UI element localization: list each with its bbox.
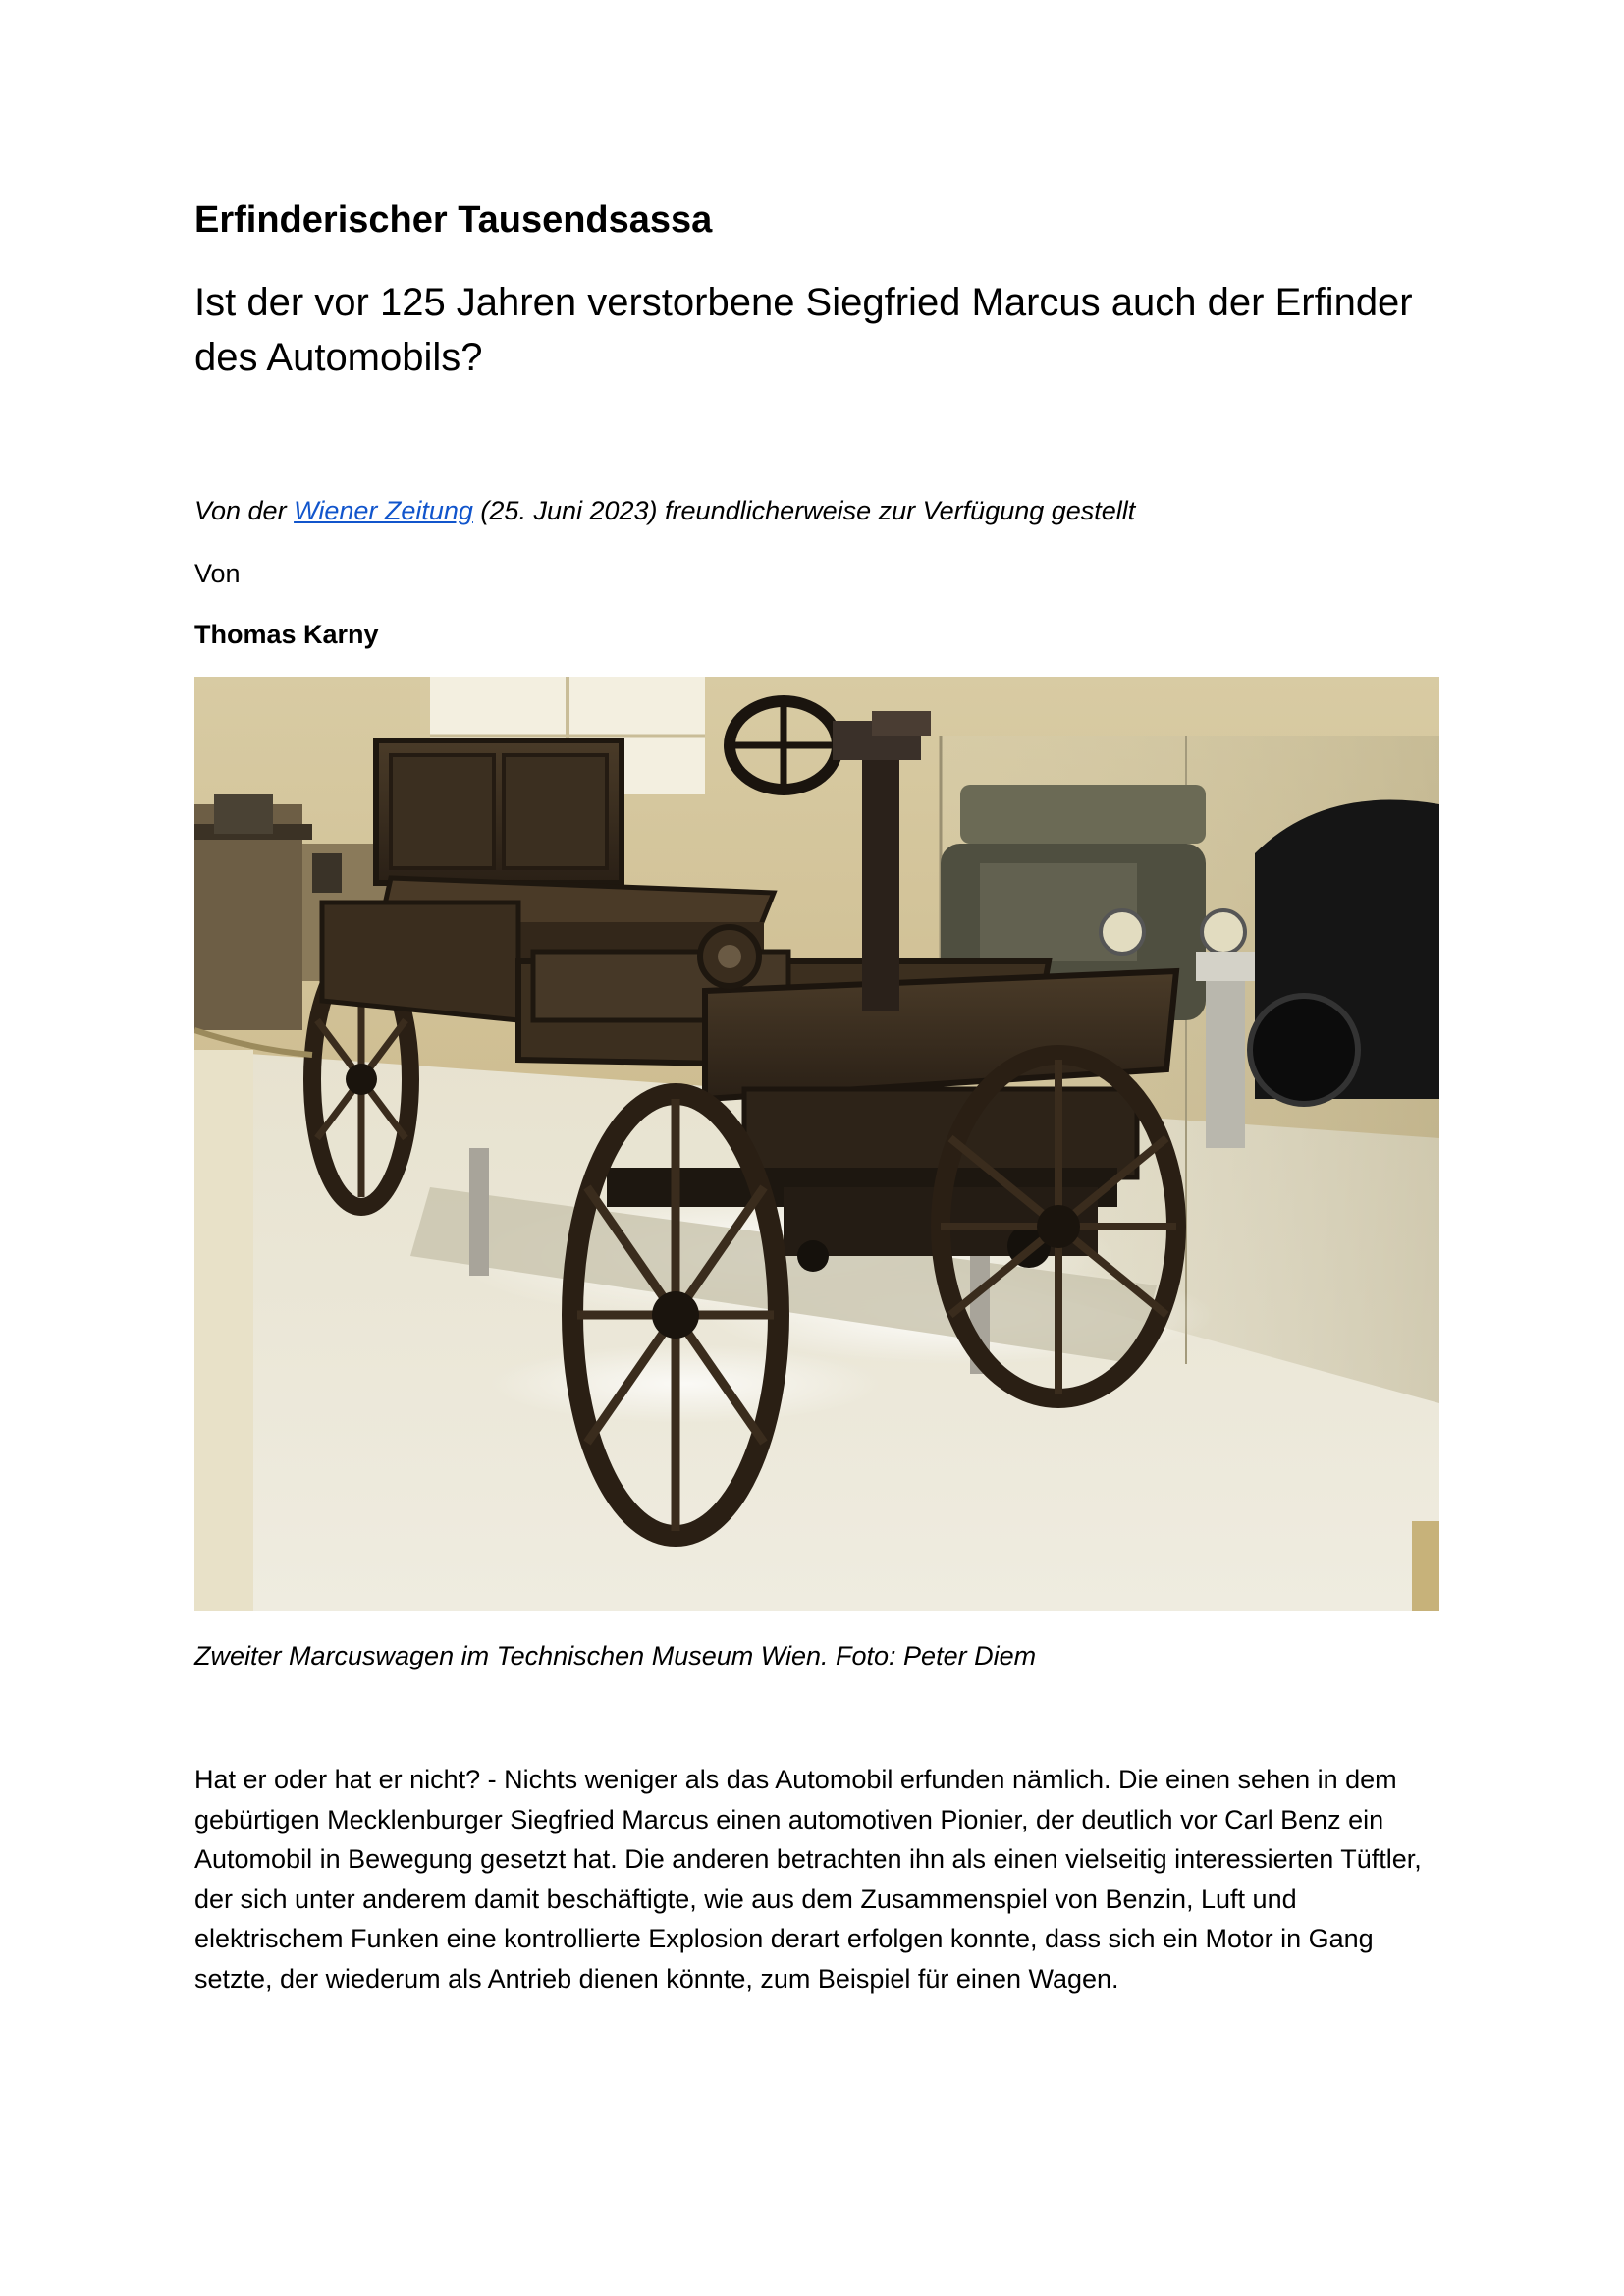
source-credit	[194, 491, 1135, 530]
article-subtitle: Ist der vor 125 Jahren verstorbene Siegfried Marcus auch der Erfinder des Automobils?	[194, 281, 1413, 379]
article-paragraph: Hat er oder hat er nicht? - Nichts weniger als das Automobil erfunden nämlich. Die einen sehen in dem gebürtigen Mecklenburger Siegfried Marcus einen automotiven Pionier, der deutlich vor Carl Benz ein Automobil in Bewegung gesetzt hat. Die anderen betrachten ihn als einen vielseitig interessierten Tüftler, der sich unter anderem damit beschäftigte, wie aus dem Zusammenspiel von Benzin, Luft und elektrischem Funken eine kontrollierte Explosion derart erfolgen konnte, dass sich ein Motor in Gang setzte, der wiederum als Antrieb dienen könnte, zum Beispiel für einen Wagen.	[194, 1765, 1422, 1994]
wiener-zeitung-link[interactable]: Wiener Zeitung	[294, 496, 473, 525]
car-illustration	[194, 677, 1439, 1611]
author-name: Thomas Karny	[194, 620, 379, 649]
article-title: Erfinderischer Tausendsassa	[194, 199, 713, 241]
rear-wheel-right	[941, 1055, 1176, 1398]
credit-prefix: Von der	[194, 496, 295, 525]
byline-von: Von	[194, 559, 241, 588]
photo-caption: Zweiter Marcuswagen im Technischen Museum Wien. Foto: Peter Diem	[194, 1641, 1037, 1670]
museum-car-photo	[194, 677, 1439, 1611]
front-wheel	[572, 1094, 779, 1536]
credit-suffix: (25. Juni 2023) freundlicherweise zur Verfügung gestellt	[472, 496, 1136, 525]
